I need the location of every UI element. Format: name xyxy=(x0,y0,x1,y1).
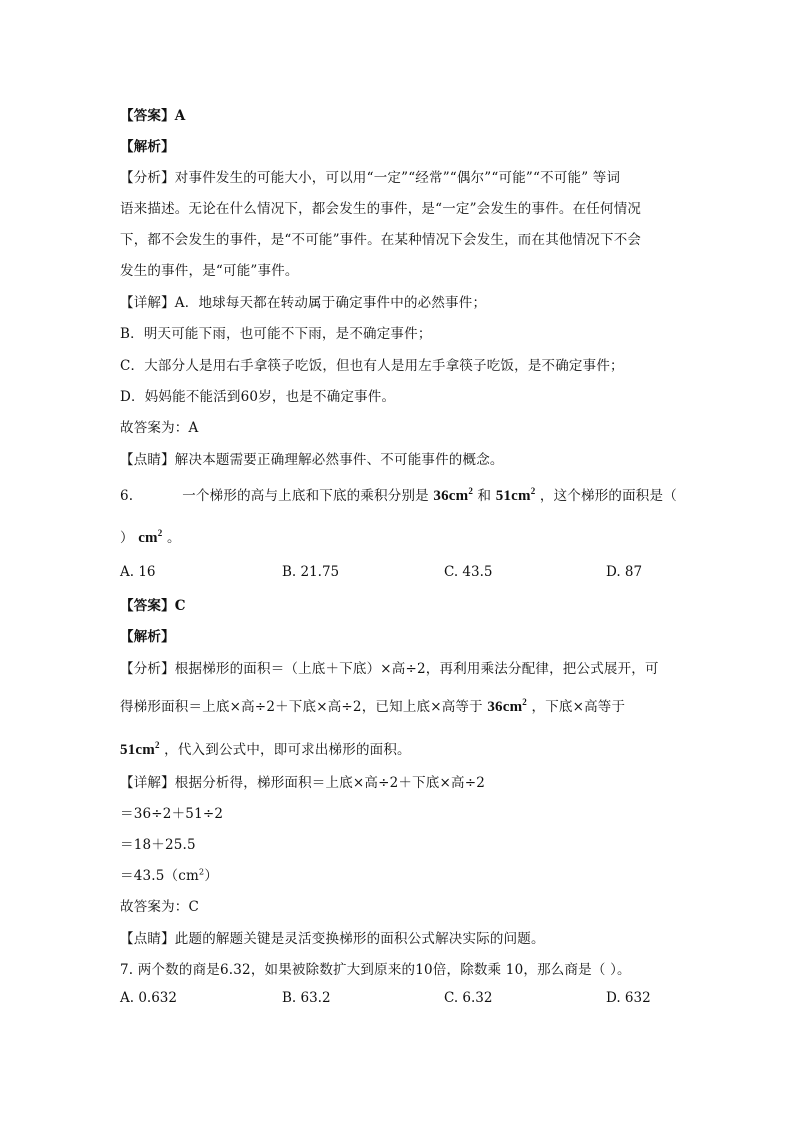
q7-option-a: A. 0.632 xyxy=(120,990,177,1006)
q6-math-36: $36cm^2$ xyxy=(433,486,474,504)
q6-stem-c: ） xyxy=(120,530,134,546)
q6-fenxi-line1: 【分析】根据梯形的面积＝（上底＋下底）×高÷2，再利用乘法分配律，把公式展开，可 xyxy=(120,661,659,677)
q6-result-line: $=43.5(cm^2)$ xyxy=(120,867,219,884)
q6-fenxi-line2 xyxy=(120,695,625,716)
q7-option-b: B. 63.2 xyxy=(282,990,331,1006)
q5-detail-line: C．大部分人是用右手拿筷子吃饭，但也有人是用左手拿筷子吃饭，是不确定事件； xyxy=(120,358,624,374)
q6-analysis-heading: 【解析】 xyxy=(120,629,175,645)
q6-unit: $cm^2$ xyxy=(138,528,163,546)
q6-detail-line: ＝18＋25.5 xyxy=(120,837,196,853)
q6-answer: 【答案】C xyxy=(120,598,186,614)
q6-option-d: D. 87 xyxy=(606,564,643,580)
q5-fenxi-line: 发生的事件，是“可能”事件。 xyxy=(120,263,299,279)
q6-fenxi2-a: 得梯形面积＝上底×高÷2＋下底×高÷2，已知上底×高等于 xyxy=(120,699,483,715)
q6-dianjing: 【点睛】此题的解题关键是灵活变换梯形的面积公式解决实际的问题。 xyxy=(120,931,545,947)
q6-fenxi-line3 xyxy=(120,738,411,759)
q6-math-36-inline: $36cm^2$ xyxy=(487,697,527,715)
q6-stem-b: ，这个梯形的面积是（ xyxy=(539,488,677,504)
q6-number: 6. xyxy=(120,488,134,504)
q6-stem-a: 一个梯形的高与上底和下底的乘积分别是 xyxy=(182,488,429,504)
q7-stem: 7. 两个数的商是6.32，如果被除数扩大到原来的10倍，除数乘 10，那么商是（ ）。 xyxy=(120,962,631,978)
q6-end: 。 xyxy=(166,530,181,546)
q6-math-51-inline: $51cm^2$ xyxy=(120,740,160,758)
q6-stem-line2 xyxy=(120,526,181,547)
q6-option-b: B. 21.75 xyxy=(282,564,340,580)
q5-fenxi-line: 语来描述。无论在什么情况下，都会发生的事件，是“一定”会发生的事件。在任何情况 xyxy=(120,201,642,217)
q6-detail-line: ＝36÷2＋51÷2 xyxy=(120,806,224,822)
q6-fenxi3: ，代入到公式中，即可求出梯形的面积。 xyxy=(164,742,411,758)
q5-analysis-heading: 【解析】 xyxy=(120,139,175,155)
q5-fenxi-line: 下，都不会发生的事件，是“不可能”事件。在某种情况下会发生，而在其他情况下不会 xyxy=(120,232,642,248)
q5-dianjing: 【点睛】解决本题需要正确理解必然事件、不可能事件的概念。 xyxy=(120,452,504,468)
q6-option-c: C. 43.5 xyxy=(444,564,493,580)
q5-fenxi-line: 【分析】对事件发生的可能大小，可以用“一定”“经常”“偶尔”“可能”“不可能” 等词 xyxy=(120,170,621,186)
q5-conclusion: 故答案为：A xyxy=(120,420,199,436)
q6-conclusion: 故答案为：C xyxy=(120,899,200,915)
q5-answer: 【答案】A xyxy=(120,108,186,124)
q5-detail-line: B．明天可能下雨，也可能不下雨，是不确定事件； xyxy=(120,326,432,342)
q6-and: 和 xyxy=(477,488,492,504)
q7-option-d: D. 632 xyxy=(606,990,651,1006)
q6-option-a: A. 16 xyxy=(120,564,156,580)
q5-detail-line: 【详解】A．地球每天都在转动属于确定事件中的必然事件； xyxy=(120,295,487,311)
q6-math-51: $51cm^2$ xyxy=(495,486,536,504)
q6-stem-line1 xyxy=(120,484,677,505)
q7-option-c: C. 6.32 xyxy=(444,990,493,1006)
q5-detail-line: D．妈妈能不能活到60岁，也是不确定事件。 xyxy=(120,389,396,405)
q6-fenxi2-b: ，下底×高等于 xyxy=(531,699,626,715)
q6-detail-line: 【详解】根据分析得，梯形面积＝上底×高÷2＋下底×高÷2 xyxy=(120,775,486,791)
